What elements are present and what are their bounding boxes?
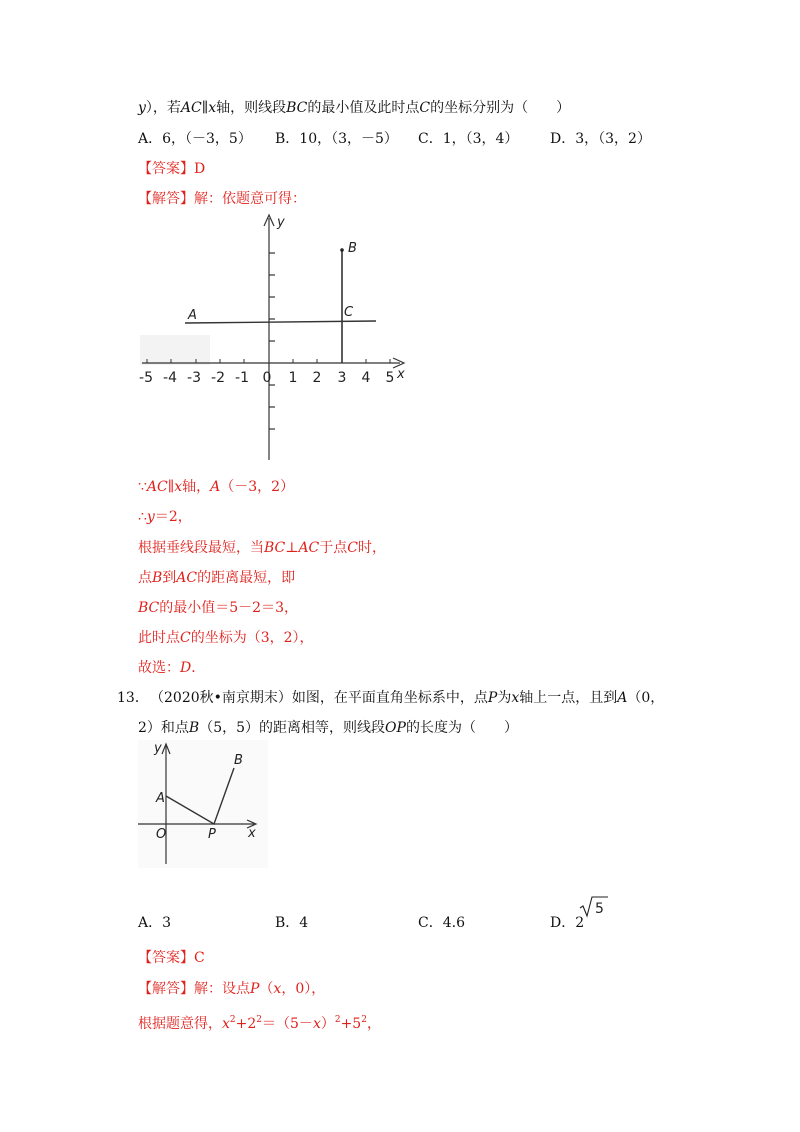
x-tick-label: -1 bbox=[235, 370, 249, 386]
x-tick-label: -3 bbox=[187, 370, 201, 386]
answer-label: 【答案】 bbox=[138, 950, 194, 966]
x-axis-label: x bbox=[248, 826, 256, 841]
sqrt-icon bbox=[579, 895, 609, 919]
x-tick-label: 1 bbox=[288, 370, 298, 386]
q12-step-3: 根据垂线段最短，当BC⊥AC于点C时， bbox=[138, 540, 386, 556]
q13-number: 13． bbox=[117, 690, 149, 706]
q12-option-c: C．1，（3，4） bbox=[418, 131, 519, 147]
q12-stem-tail: y），若AC∥x轴，则线段BC的最小值及此时点C的坐标分别为（ ） bbox=[138, 100, 571, 116]
solution-label: 【解答】 bbox=[138, 191, 194, 207]
q12-step-4: 点B到AC的距离最短，即 bbox=[138, 570, 296, 586]
q12-coordinate-figure bbox=[138, 212, 428, 462]
q13-option-a: A．3 bbox=[138, 915, 172, 931]
q12-solution-intro: 【解答】解：依题意可得： bbox=[138, 191, 306, 207]
point-o-label: O bbox=[156, 827, 167, 842]
q13-option-b: B．4 bbox=[275, 915, 309, 931]
q13-stem-line-1: （2020秋•南京期末）如图，在平面直角坐标系中，点P为x轴上一点，且到A（0， bbox=[150, 690, 665, 706]
q13-solution-line-2: 根据题意得，$x^2+2^2=(5-x)^2+5^2$， bbox=[138, 1015, 381, 1032]
point-c-label: C bbox=[344, 305, 354, 320]
point-p-label: P bbox=[208, 827, 216, 842]
point-a-label: A bbox=[156, 791, 165, 806]
point-b-label: B bbox=[348, 241, 357, 256]
q13-option-d: D．2 bbox=[550, 915, 585, 931]
point-b-label: B bbox=[234, 753, 243, 768]
point-a-label: A bbox=[188, 308, 197, 323]
q13-answer bbox=[138, 948, 205, 968]
q12-step-7: 故选：D． bbox=[138, 660, 206, 676]
q12-step-2: ∴y＝2， bbox=[138, 509, 192, 525]
radicand: 5 bbox=[595, 901, 604, 917]
q12-option-a: A．6，（－3，5） bbox=[138, 131, 252, 147]
y-ticks bbox=[269, 253, 275, 429]
x-tick-label: -4 bbox=[163, 370, 177, 386]
q12-step-5: BC的最小值＝5－2＝3， bbox=[138, 600, 298, 616]
q12-option-d: D．3，（3，2） bbox=[550, 131, 651, 147]
q12-option-b: B．10，（3，－5） bbox=[275, 131, 398, 147]
q13-stem-line-2: 2）和点B（5，5）的距离相等，则线段OP的长度为（ ） bbox=[138, 720, 518, 736]
x-tick-label: -5 bbox=[139, 370, 153, 386]
x-tick-label: 2 bbox=[312, 370, 322, 386]
q13-solution-line-1: 【解答】解：设点P（x，0）， bbox=[138, 981, 326, 997]
y-axis-label: y bbox=[154, 741, 162, 756]
line-ac bbox=[185, 321, 376, 323]
point-b-dot bbox=[340, 248, 344, 252]
x-tick-label: 5 bbox=[385, 370, 395, 386]
scan-artifact bbox=[140, 335, 210, 365]
q13-option-c: C．4.6 bbox=[418, 915, 465, 931]
answer-value: C bbox=[194, 950, 205, 966]
q12-answer bbox=[138, 159, 205, 179]
x-tick-label: -2 bbox=[211, 370, 225, 386]
answer-label: 【答案】 bbox=[138, 161, 194, 177]
q12-step-1: ∵AC∥x轴，A（－3，2） bbox=[138, 479, 295, 495]
x-axis-label: x bbox=[397, 367, 405, 382]
solution-label: 【解答】 bbox=[138, 981, 194, 997]
x-tick-label: 3 bbox=[337, 370, 347, 386]
y-axis-label: y bbox=[277, 215, 285, 230]
q12-step-6: 此时点C的坐标为（3，2）， bbox=[138, 630, 314, 646]
answer-value: D bbox=[194, 161, 206, 177]
q13-figure bbox=[138, 740, 268, 868]
x-tick-label: 4 bbox=[361, 370, 371, 386]
x-tick-label: 0 bbox=[262, 370, 272, 386]
